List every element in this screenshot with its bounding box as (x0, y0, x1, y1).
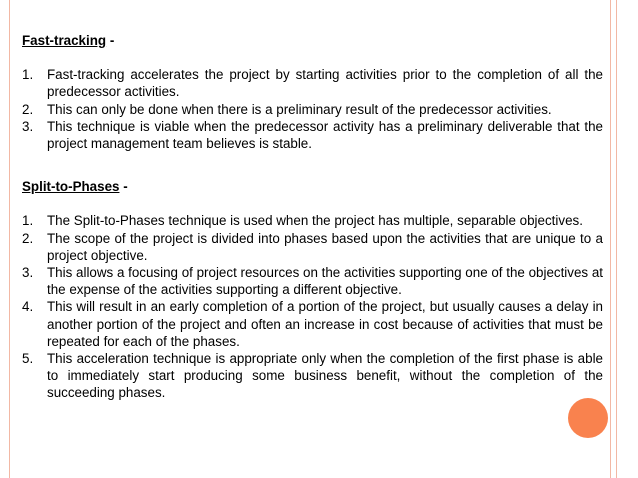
list-item (22, 298, 603, 350)
list-item-number: 1. (22, 67, 34, 83)
list-item-text: Fast-tracking accelerates the project by starting activities prior to the completion of all the predecessor activities. (47, 67, 603, 100)
fast-tracking-title-suffix: - (106, 33, 115, 48)
fast-tracking-title: Fast-tracking (22, 33, 107, 48)
list-item-number: 2. (22, 101, 34, 117)
split-to-phases-title-suffix: - (119, 179, 128, 195)
split-to-phases-list (22, 212, 603, 401)
list-item-number: 5. (22, 351, 34, 367)
list-item-text: The scope of the project is divided into phases based upon the activities that are unique to a project objective. (47, 230, 603, 263)
list-item-text: This acceleration technique is appropriate only when the completion of the first phase is able to immediately start producing some business benefit, without the completion of the succeeding phases. (47, 351, 603, 401)
split-to-phases-section (22, 178, 603, 401)
fast-tracking-list (22, 66, 603, 152)
list-item-number: 2. (22, 230, 34, 246)
slide-content (22, 32, 603, 402)
list-item (22, 118, 603, 152)
slide-left-border (0, 0, 10, 478)
list-item-text: The Split-to-Phases technique is used when the project has multiple, separable objectives. (47, 213, 583, 229)
list-item-number: 3. (22, 265, 34, 281)
list-item-number: 1. (22, 213, 34, 229)
fast-tracking-section (22, 32, 603, 152)
split-to-phases-heading (22, 178, 603, 195)
list-item-text: This can only be done when there is a preliminary result of the predecessor activities. (47, 101, 552, 117)
list-item-text: This allows a focusing of project resources on the activities supporting one of the objectives at the expense of the activities supporting a different objective. (47, 265, 604, 298)
list-item (22, 212, 603, 229)
list-item (22, 264, 603, 298)
fast-tracking-heading (22, 32, 603, 49)
slide-right-border (610, 0, 638, 478)
list-item-text: This technique is viable when the predecessor activity has a preliminary deliverable that the project management team believes is stable. (47, 118, 603, 152)
list-item (22, 230, 603, 264)
list-item-text: This will result in an early completion of a portion of the project, but usually causes a delay in another portion of the project and often an increase in cost because of activities that must be repeated for each of the phases. (47, 299, 603, 349)
decorative-orange-circle (568, 398, 608, 438)
list-item-number: 3. (22, 118, 34, 134)
list-item-number: 4. (22, 299, 34, 315)
list-item (22, 66, 603, 100)
list-item (22, 350, 603, 402)
list-item (22, 101, 603, 118)
split-to-phases-title: Split-to-Phases (22, 179, 120, 195)
